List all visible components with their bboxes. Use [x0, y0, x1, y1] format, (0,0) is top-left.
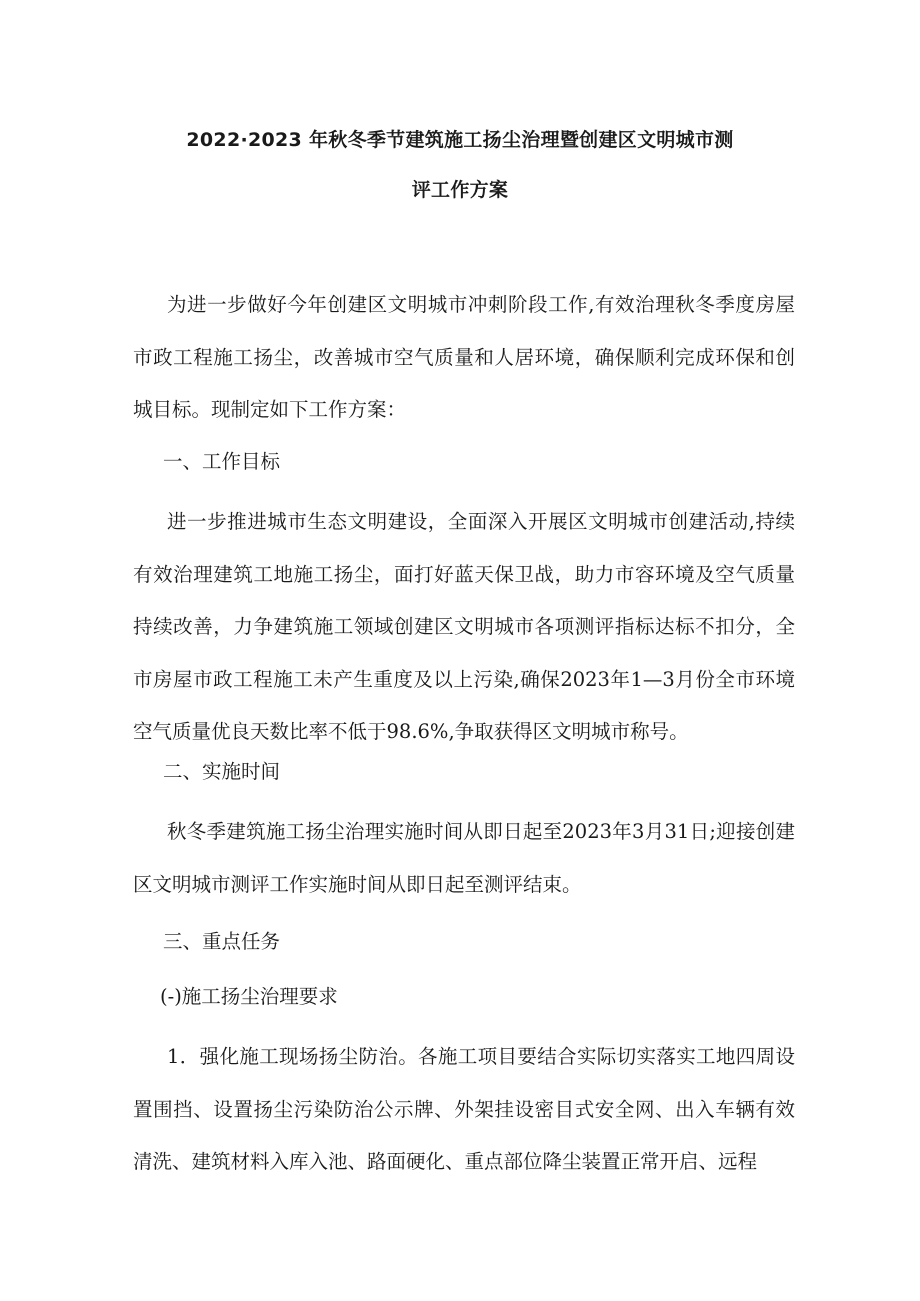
section-3-heading: 三、重点任务 — [163, 930, 281, 953]
section-1-body: 进一步推进城市生态文明建设，全面深入开展区文明城市创建活动,持续有效治理建筑工地施工扬尘，面打好蓝天保卫战，助力市容环境及空气质量持续改善，力争建筑施工领域创建区文明城市各项测评指标达标不扣分，全市房屋市政工程施工未产生重度及以上污染,确保2023年1—3月份全市环境空气质量优良天数比率不低于98.6%,争取获得区文明城市称号。 — [133, 510, 795, 743]
section-2-heading: 二、实施时间 — [163, 760, 281, 783]
intro-paragraph: 为进一步做好今年创建区文明城市冲刺阶段工作,有效治理秋冬季度房屋市政工程施工扬尘，改善城市空气质量和人居环境，确保顺利完成环保和创城目标。现制定如下工作方案： — [133, 293, 795, 421]
section-2-body: 秋冬季建筑施工扬尘治理实施时间从即日起至2023年3月31日;迎接创建区文明城市测评工作实施时间从即日起至测评结束。 — [133, 820, 795, 896]
section-1-heading: 一、工作目标 — [163, 450, 281, 473]
section-3-item-1: 1．强化施工现场扬尘防治。各施工项目要结合实际切实落实工地四周设置围挡、设置扬尘污染防治公示牌、外架挂设密目式安全网、出入车辆有效清洗、建筑材料入库入池、路面硬化、重点部位降尘装置正常开启、远程 — [133, 1045, 795, 1173]
document-title-line-2: 评工作方案 — [411, 179, 509, 201]
document-title-line-1: 2022·2023 年秋冬季节建筑施工扬尘治理暨创建区文明城市测 — [186, 129, 734, 151]
section-3-subheading: (-)施工扬尘治理要求 — [160, 985, 338, 1008]
